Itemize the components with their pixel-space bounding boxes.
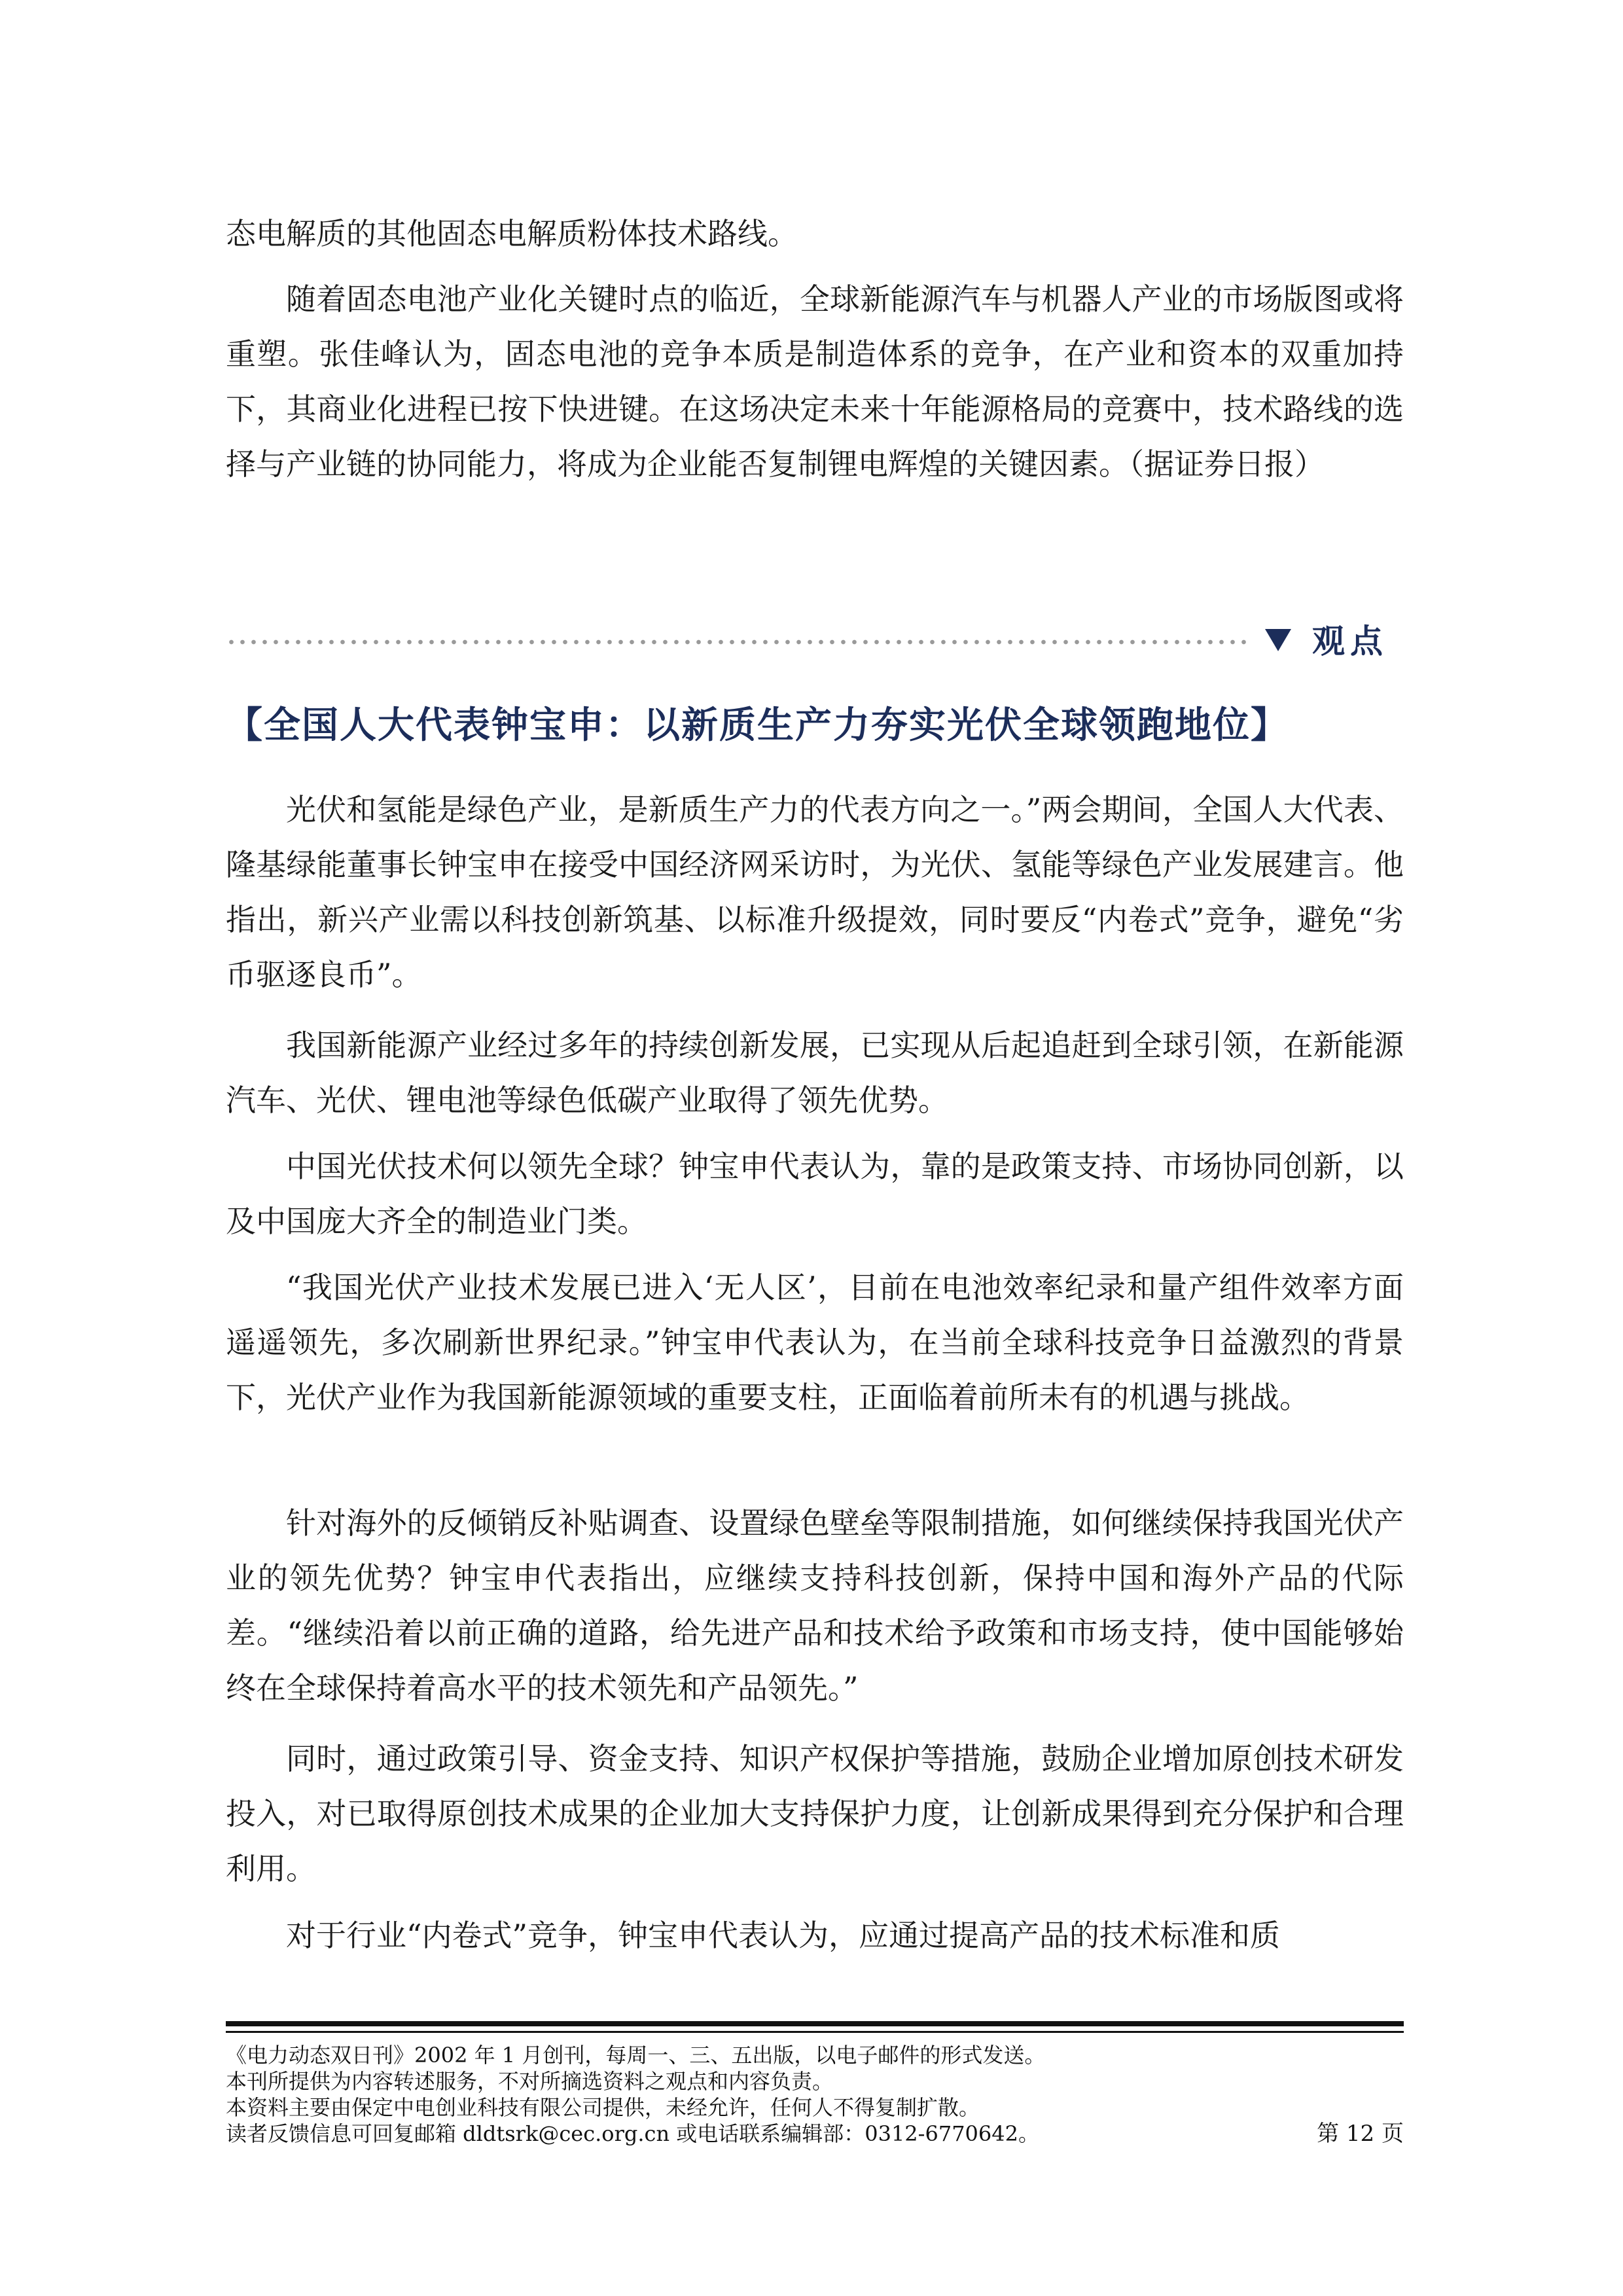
dotted-rule [226,639,1247,645]
footer-line: 本资料主要由保定中电创业科技有限公司提供，未经允许，任何人不得复制扩散。 [226,2095,980,2120]
article-paragraph: 光伏和氢能是绿色产业，是新质生产力的代表方向之一。”两会期间，全国人大代表、隆基绿能董事长钟宝申在接受中国经济网采访时，为光伏、氢能等绿色产业发展建言。他指出，新兴产业需以科技创新筑基、以标准升级提效，同时要反“内卷式”竞争，避免“劣币驱逐良币”。 [226,792,1404,992]
footer-line: 读者反馈信息可回复邮箱 dldtsrk@cec.org.cn 或电话联系编辑部：0312-6770642。 [226,2121,1039,2146]
section-divider [226,619,1404,664]
page-number: 第 12 页 [1317,2121,1404,2147]
section-label: 观点 [1312,622,1388,660]
body-paragraph: 态电解质的其他固态电解质粉体技术路线。 [226,216,798,251]
article-paragraph: 针对海外的反倾销反补贴调查、设置绿色壁垒等限制措施，如何继续保持我国光伏产业的领先优势？钟宝申代表指出，应继续支持科技创新，保持中国和海外产品的代际差。“继续沿着以前正确的道路，给先进产品和技术给予政策和市场支持，使中国能够始终在全球保持着高水平的技术领先和产品领先。” [226,1505,1404,1706]
body-paragraph: 随着固态电池产业化关键时点的临近，全球新能源汽车与机器人产业的市场版图或将重塑。张佳峰认为，固态电池的竞争本质是制造体系的竞争，在产业和资本的双重加持下，其商业化进程已按下快进键。在这场决定未来十年能源格局的竞赛中，技术路线的选择与产业链的协同能力，将成为企业能否复制锂电辉煌的关键因素。（据证券日报） [226,281,1404,482]
article-paragraph: 对于行业“内卷式”竞争，钟宝申代表认为，应通过提高产品的技术标准和质 [286,1918,1281,1953]
footer-line: 《电力动态双日刊》2002 年 1 月创刊，每周一、三、五出版，以电子邮件的形式发送。 [226,2043,1046,2068]
article-title: 【全国人大代表钟宝申：以新质生产力夯实光伏全球领跑地位】 [226,704,1289,747]
footer-line: 本刊所提供为内容转述服务，不对所摘选资料之观点和内容负责。 [226,2069,834,2094]
footer-rule [226,2021,1404,2026]
footer-rule [226,2031,1404,2033]
article-paragraph: 我国新能源产业经过多年的持续创新发展，已实现从后起追赶到全球引领，在新能源汽车、光伏、锂电池等绿色低碳产业取得了领先优势。 [226,1028,1404,1118]
triangle-down-icon [1265,629,1291,651]
article-paragraph: 同时，通过政策引导、资金支持、知识产权保护等措施，鼓励企业增加原创技术研发投入，对已取得原创技术成果的企业加大支持保护力度，让创新成果得到充分保护和合理利用。 [226,1741,1404,1886]
article-paragraph: 中国光伏技术何以领先全球？钟宝申代表认为，靠的是政策支持、市场协同创新，以及中国庞大齐全的制造业门类。 [226,1149,1404,1239]
article-paragraph: “我国光伏产业技术发展已进入‘无人区’，目前在电池效率纪录和量产组件效率方面遥遥领先，多次刷新世界纪录。”钟宝申代表认为，在当前全球科技竞争日益激烈的背景下，光伏产业作为我国新能源领域的重要支柱，正面临着前所未有的机遇与挑战。 [226,1270,1404,1415]
